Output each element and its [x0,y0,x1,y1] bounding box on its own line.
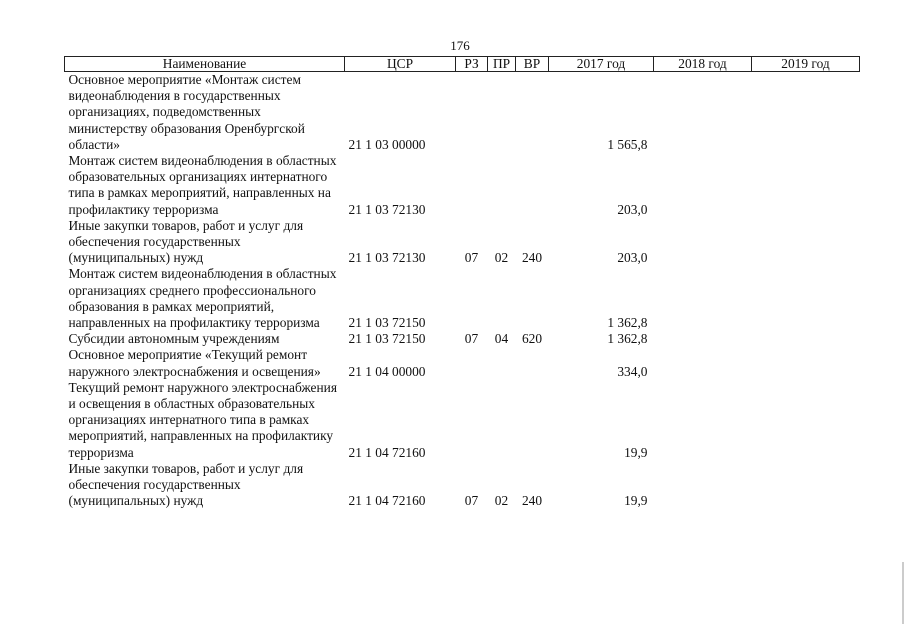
header-2017: 2017 год [549,57,654,72]
cell-rz: 07 [464,331,479,347]
cell-pr [488,380,516,461]
cell-pr [488,72,516,154]
cell-2018 [654,331,752,347]
header-2018: 2018 год [654,57,752,72]
table-row [65,461,860,510]
cell-vr [516,153,549,218]
cell-pr: 04 [494,331,509,347]
table-row [65,153,860,218]
cell-2018 [654,347,752,379]
header-csr: ЦСР [345,57,456,72]
cell-pr: 02 [494,493,509,509]
cell-2018 [654,72,752,154]
cell-csr: 21 1 03 72150 [348,315,426,331]
cell-2017: 203,0 [617,201,648,217]
cell-2019 [752,331,860,347]
cell-name: Монтаж систем видеонаблюдения в областных организациях среднего профессионального образования в рамках мероприятий, направленных на профилактику терроризма [68,266,337,331]
budget-table [64,56,860,509]
cell-name: Основное мероприятие «Текущий ремонт наружного электроснабжения и освещения» [68,347,321,379]
cell-pr [488,347,516,379]
header-vr: ВР [516,57,549,72]
cell-rz [456,380,488,461]
cell-2017: 1 362,8 [607,331,648,347]
cell-csr: 21 1 03 72130 [348,201,426,217]
cell-name: Текущий ремонт наружного электроснабжения и освещения в областных образовательных организациях интернатного типа в рамках мероприятий, направленных на профилактику терроризма [68,379,337,460]
cell-vr [516,347,549,379]
cell-pr [488,153,516,218]
cell-csr: 21 1 04 72160 [348,444,426,460]
page-edge [902,562,904,624]
cell-name: Иные закупки товаров, работ и услуг для обеспечения государственных (муниципальных) нужд [68,217,304,266]
cell-2017: 19,9 [624,444,648,460]
cell-rz [456,347,488,379]
page-number: 176 [450,38,470,53]
table-row [65,218,860,267]
header-rz: РЗ [456,57,488,72]
cell-rz [456,266,488,331]
cell-2017: 1 565,8 [607,136,648,152]
cell-2018 [654,266,752,331]
cell-2019 [752,72,860,154]
cell-rz [456,153,488,218]
table-body [65,72,860,510]
cell-csr: 21 1 03 00000 [348,136,426,152]
table-row [65,266,860,331]
cell-rz: 07 [464,493,479,509]
table-row [65,347,860,379]
cell-2019 [752,266,860,331]
header-2019: 2019 год [752,57,860,72]
cell-rz [456,72,488,154]
cell-2018 [654,380,752,461]
cell-name: Основное мероприятие «Монтаж систем видеонаблюдения в государственных организациях, подведомственных министерству образования Оренбургской области» [68,72,305,152]
cell-2017: 1 362,8 [607,315,648,331]
table-row [65,380,860,461]
cell-2018 [654,218,752,267]
cell-vr: 240 [521,493,543,509]
cell-2018 [654,153,752,218]
cell-name: Субсидии автономным учреждениям [68,331,280,347]
cell-vr [516,72,549,154]
cell-2017: 334,0 [617,363,648,379]
table-row [65,72,860,154]
cell-vr [516,266,549,331]
cell-name: Монтаж систем видеонаблюдения в областных образовательных организациях интернатного типа в рамках мероприятий, направленных на профилактику терроризма [68,153,337,217]
cell-2019 [752,380,860,461]
header-row [65,57,860,72]
cell-2017: 203,0 [617,250,648,266]
cell-2019 [752,153,860,218]
cell-vr [516,380,549,461]
cell-csr: 21 1 03 72150 [348,331,426,347]
cell-vr: 620 [521,331,543,347]
cell-name: Иные закупки товаров, работ и услуг для обеспечения государственных (муниципальных) нужд [68,460,304,509]
cell-csr: 21 1 04 00000 [348,363,426,379]
cell-vr: 240 [521,250,543,266]
cell-csr: 21 1 03 72130 [348,250,426,266]
header-pr: ПР [488,57,516,72]
cell-2018 [654,461,752,510]
cell-pr [488,266,516,331]
cell-2017: 19,9 [624,493,648,509]
cell-2019 [752,461,860,510]
table-row [65,331,860,347]
cell-csr: 21 1 04 72160 [348,493,426,509]
cell-rz: 07 [464,250,479,266]
cell-2019 [752,347,860,379]
cell-2019 [752,218,860,267]
cell-pr: 02 [494,250,509,266]
header-name: Наименование [65,57,345,72]
table-header [65,57,860,72]
